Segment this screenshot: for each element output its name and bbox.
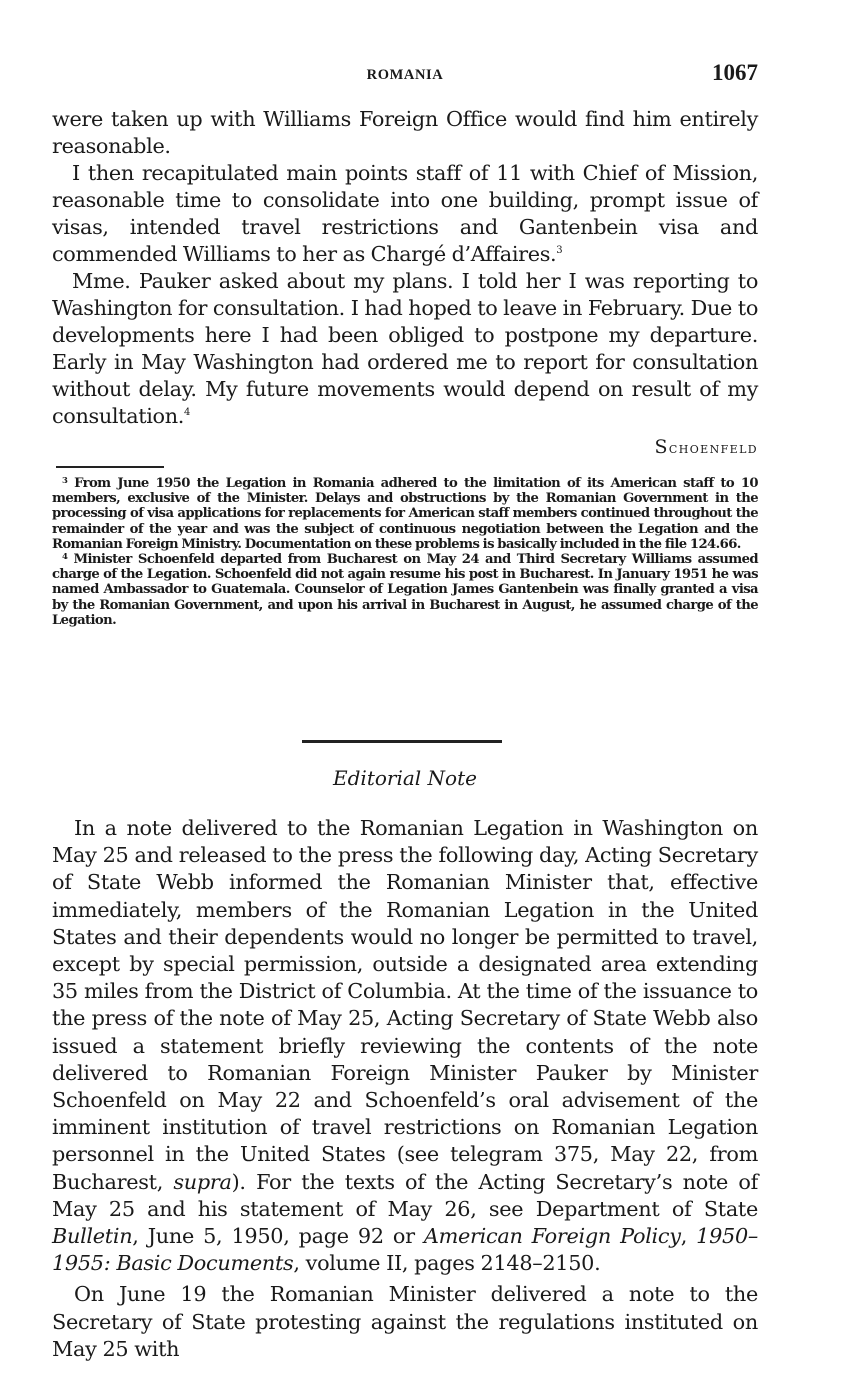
section-divider (302, 740, 502, 743)
signature: Schoenfeld (654, 436, 758, 458)
footnote-rule (56, 466, 164, 468)
footnote-marker: 4 (62, 552, 68, 563)
footnotes (52, 476, 758, 628)
footnote-text: Minister Schoenfeld departed from Bucharest on May 24 and Third Secretary Williams assumed charge of the Legation. Schoenfeld did not again resume his post in Bucharest. In January 1951 he was named Ambassador to Guatemala. Counselor of Legation James Gantenbein was finally granted a visa by the Romanian Government, and upon his arrival in Bucharest in August, he assumed charge of the Legation. (52, 552, 758, 628)
footnote (52, 476, 758, 552)
telegram-paragraph: I then recapitulated main points staff of 11 with Chief of Mission, reasonable time to consolidate into one building, prompt issue of visas, intended travel restrictions and Gantenbein visa and commended Williams to her as Chargé d’Affaires.$^3$ (52, 161, 758, 266)
editorial-paragraph: In a note delivered to the Romanian Legation in Washington on May 25 and released to the press the following day, Acting Secretary of State Webb informed the Romanian Minister that, effective immediately, members of the Romanian Legation in the United States and their dependents would no longer be permitted to travel, except by special permission, outside a designated area extending 35 miles from the District of Columbia. At the time of the issuance to the press of the note of May 25, Acting Secretary of State Webb also issued a statement briefly reviewing the contents of the note delivered to Romanian Foreign Minister Pauker by Minister Schoenfeld on May 22 and Schoenfeld’s oral advisement of the imminent institution of travel restrictions on Romanian Legation personnel in the United States (see telegram 375, May 22, from Bucharest, supra). For the texts of the Acting Secretary’s note of May 25 and his statement of May 26, see Department of State Bulletin, June 5, 1950, page 92 or American Foreign Policy, 1950–1955: Basic Documents, volume II, pages 2148–2150. (52, 816, 758, 1276)
page-number: 1067 (712, 60, 758, 85)
editorial-note-title: Editorial Note (333, 766, 477, 790)
page-header (52, 60, 758, 90)
afp-title: American Foreign Policy (423, 1224, 681, 1249)
footnote-ref-3[interactable]: 3 (556, 245, 563, 256)
afp-subtitle: 1950–1955: Basic Documents (52, 1224, 758, 1276)
running-head: ROMANIA (366, 67, 444, 83)
telegram-body (52, 106, 758, 430)
telegram-paragraph: Mme. Pauker asked about my plans. I told her I was reporting to Washington for consultation. I had hoped to leave in February. Due to developments here I had been obliged to postpone my departure. Early in May Washington had ordered me to report for consultation without delay. My future movements would depend on result of my consultation.$^4$ (52, 269, 758, 428)
footnote-text: From June 1950 the Legation in Romania adhered to the limitation of its American staff to 10 members, exclusive of the Minister. Delays and obstructions by the Romanian Government in the processing of visa applications for replacements for American staff members continued throughout the remainder of the year and was the subject of continuous negotiation between the Legation and the Romanian Foreign Ministry. Documentation on these problems is basically included in the file 124.66. (52, 476, 758, 552)
footnote-ref-4[interactable]: 4 (184, 407, 191, 418)
editorial-paragraph: On June 19 the Romanian Minister delivered a note to the Secretary of State protesting against the regulations instituted on May 25 with (52, 1282, 758, 1361)
supra-ref[interactable]: supra (173, 1169, 232, 1194)
bulletin-title: Bulletin (52, 1224, 133, 1249)
editorial-note-body (52, 815, 758, 1367)
footnote (52, 552, 758, 628)
telegram-paragraph: were taken up with Williams Foreign Office would find him entirely reasonable. (52, 107, 758, 158)
footnote-marker: 3 (62, 476, 68, 486)
